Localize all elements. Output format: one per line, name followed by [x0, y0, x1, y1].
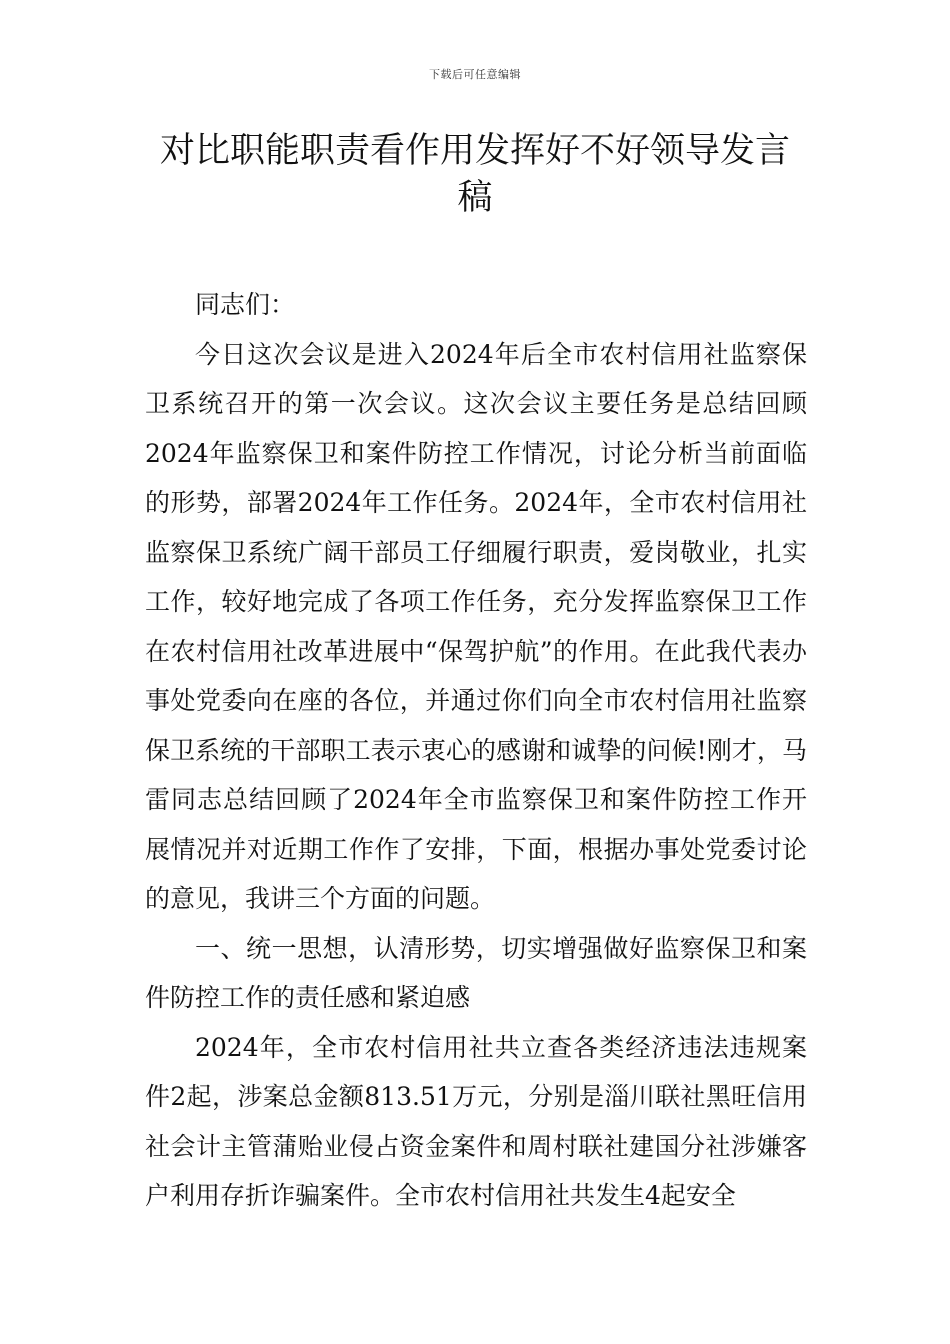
document-title: 对比职能职责看作用发挥好不好领导发言稿 — [159, 131, 790, 218]
header-note: 下载后可任意编辑 — [429, 68, 521, 81]
salutation-paragraph: 同志们： — [195, 290, 296, 319]
document-body — [145, 280, 807, 1221]
section-heading-paragraph: 一、统一思想，认清形势，切实增强做好监察保卫和案件防控工作的责任感和紧迫感 — [145, 933, 807, 1012]
body-paragraph: 今日这次会议是进入2024年后全市农村信用社监察保卫系统召开的第一次会议。这次会议主要任务是总结回顾2024年监察保卫和案件防控工作情况，讨论分析当前面临的形势，部署2024年工作任务。2024年，全市农村信用社监察保卫系统广阔干部员工仔细履行职责，爱岗敬业，扎实工作，较好地完成了各项工作任务，充分发挥监察保卫工作在农村信用社改革进展中“保驾护航”的作用。在此我代表办事处党委向在座的各位，并通过你们向全市农村信用社监察保卫系统的干部职工表示衷心的感谢和诚挚的问候!刚才，马雷同志总结回顾了2024年全市监察保卫和案件防控工作开展情况并对近期工作作了安排，下面，根据办事处党委讨论的意见，我讲三个方面的问题。 — [145, 339, 807, 913]
body-paragraph: 2024年，全市农村信用社共立查各类经济违法违规案件2起，涉案总金额813.51万元，分别是淄川联社黑旺信用社会计主管蒲贻业侵占资金案件和周村联社建国分社涉嫌客户利用存折诈骗案件。全市农村信用社共发生4起安全 — [145, 1032, 807, 1210]
